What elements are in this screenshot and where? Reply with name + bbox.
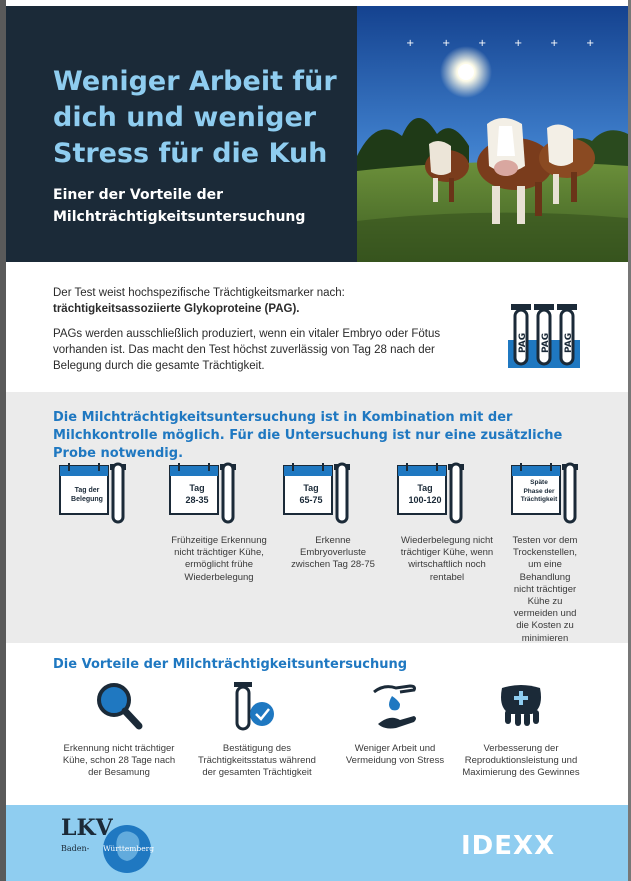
timeline-step-description: Testen vor dem Trockenstellen, um eine Behandlung nicht trächtiger Kühe zu vermeiden und die Kosten zu minimieren	[512, 535, 578, 644]
calendar-line-2: Phase der	[523, 487, 555, 495]
benefit-text: Bestätigung des Trächtigkeitsstatus während der gesamten Trächtigkeit	[198, 743, 316, 779]
hero-title: Weniger Arbeit für dich und weniger Stress für die Kuh	[53, 66, 337, 169]
pag-tubes-icon	[508, 302, 580, 370]
calendar-line-3: Trächtigkeit	[520, 496, 558, 503]
footer-bar	[6, 805, 628, 881]
calendar-line-1: Tag der	[74, 487, 100, 494]
calendar-line-1: Tag	[417, 483, 433, 493]
pag-tube-label-2: PAG	[541, 332, 551, 353]
svg-text:Württemberg: Württemberg	[103, 844, 155, 853]
timeline-step-description: Wiederbelegung nicht trächtiger Kühe, wenn wirtschaftlich noch rentabel	[400, 535, 494, 583]
svg-text:+: +	[550, 38, 559, 49]
magnifier-icon	[94, 680, 144, 732]
calendar-label	[517, 479, 561, 505]
pag-tube-label-3: PAG	[564, 332, 574, 353]
hands-drop-icon	[370, 680, 420, 732]
hero-subtitle: Einer der Vorteile der Milchträchtigkeitsuntersuchung	[53, 187, 306, 225]
lkv-logo	[59, 811, 155, 875]
timeline-title: Die Milchträchtigkeitsuntersuchung ist in Kombination mit der Milchkontrolle möglich. Für die Untersuchung ist nur eine zusätzliche Probe notwendig.	[53, 410, 563, 461]
test-tube-check-icon	[232, 680, 282, 732]
pag-tube-label-1: PAG	[518, 332, 528, 353]
benefits-title: Die Vorteile der Milchträchtigkeitsuntersuchung	[53, 657, 408, 672]
calendar-line-1: Tag	[303, 483, 319, 493]
svg-text:LKV: LKV	[61, 815, 113, 841]
svg-text:+: +	[514, 38, 523, 49]
svg-text:+: +	[478, 38, 487, 49]
benefit-text: Weniger Arbeit und Vermeidung von Stress	[345, 743, 445, 767]
calendar-line-1: Tag	[189, 483, 205, 493]
intro-bold-text: trächtigkeitsassoziierte Glykoproteine (PAG).	[53, 303, 300, 315]
calendar-label	[403, 482, 447, 506]
timeline-section	[6, 392, 628, 643]
intro-text: Der Test weist hochspezifische Trächtigkeitsmarker nach:	[53, 287, 345, 299]
calendar-label	[289, 482, 333, 506]
cows-photo	[357, 6, 628, 262]
hero-panel	[6, 6, 357, 262]
svg-text:+: +	[406, 38, 415, 49]
udder-plus-icon	[496, 680, 546, 732]
timeline-step-description: Frühzeitige Erkennung nicht trächtiger Kühe, ermöglicht frühe Wiederbelegung	[171, 535, 267, 583]
svg-text:+: +	[586, 38, 595, 49]
calendar-label	[65, 486, 109, 504]
benefit-text: Erkennung nicht trächtiger Kühe, schon 28 Tage nach der Besamung	[62, 743, 176, 779]
svg-text:+: +	[442, 38, 451, 49]
svg-text:IDEXX: IDEXX	[461, 831, 556, 857]
calendar-line-2: 28-35	[185, 495, 209, 505]
idexx-logo	[461, 831, 591, 857]
intro-paragraph-marker	[53, 285, 453, 317]
calendar-line-2: 100-120	[408, 495, 442, 505]
calendar-line-1: Späte	[530, 479, 548, 486]
calendar-line-2: Belegung	[71, 496, 103, 503]
intro-paragraph-pag: PAGs werden ausschließlich produziert, wenn ein vitaler Embryo oder Fötus vorhanden ist. Das macht den Test höchst zuverlässig von Tag 28 nach der Belegung durch die gesamte Trächtigkeit.	[53, 328, 441, 372]
calendar-line-2: 65-75	[299, 495, 323, 505]
timeline-step-description: Erkenne Embryoverluste zwischen Tag 28-75	[291, 535, 375, 571]
hero-section	[6, 6, 628, 262]
svg-text:Baden-: Baden-	[61, 844, 90, 853]
benefit-text: Verbesserung der Reproduktionsleistung und Maximierung des Gewinnes	[462, 743, 580, 779]
calendar-label	[175, 482, 219, 506]
